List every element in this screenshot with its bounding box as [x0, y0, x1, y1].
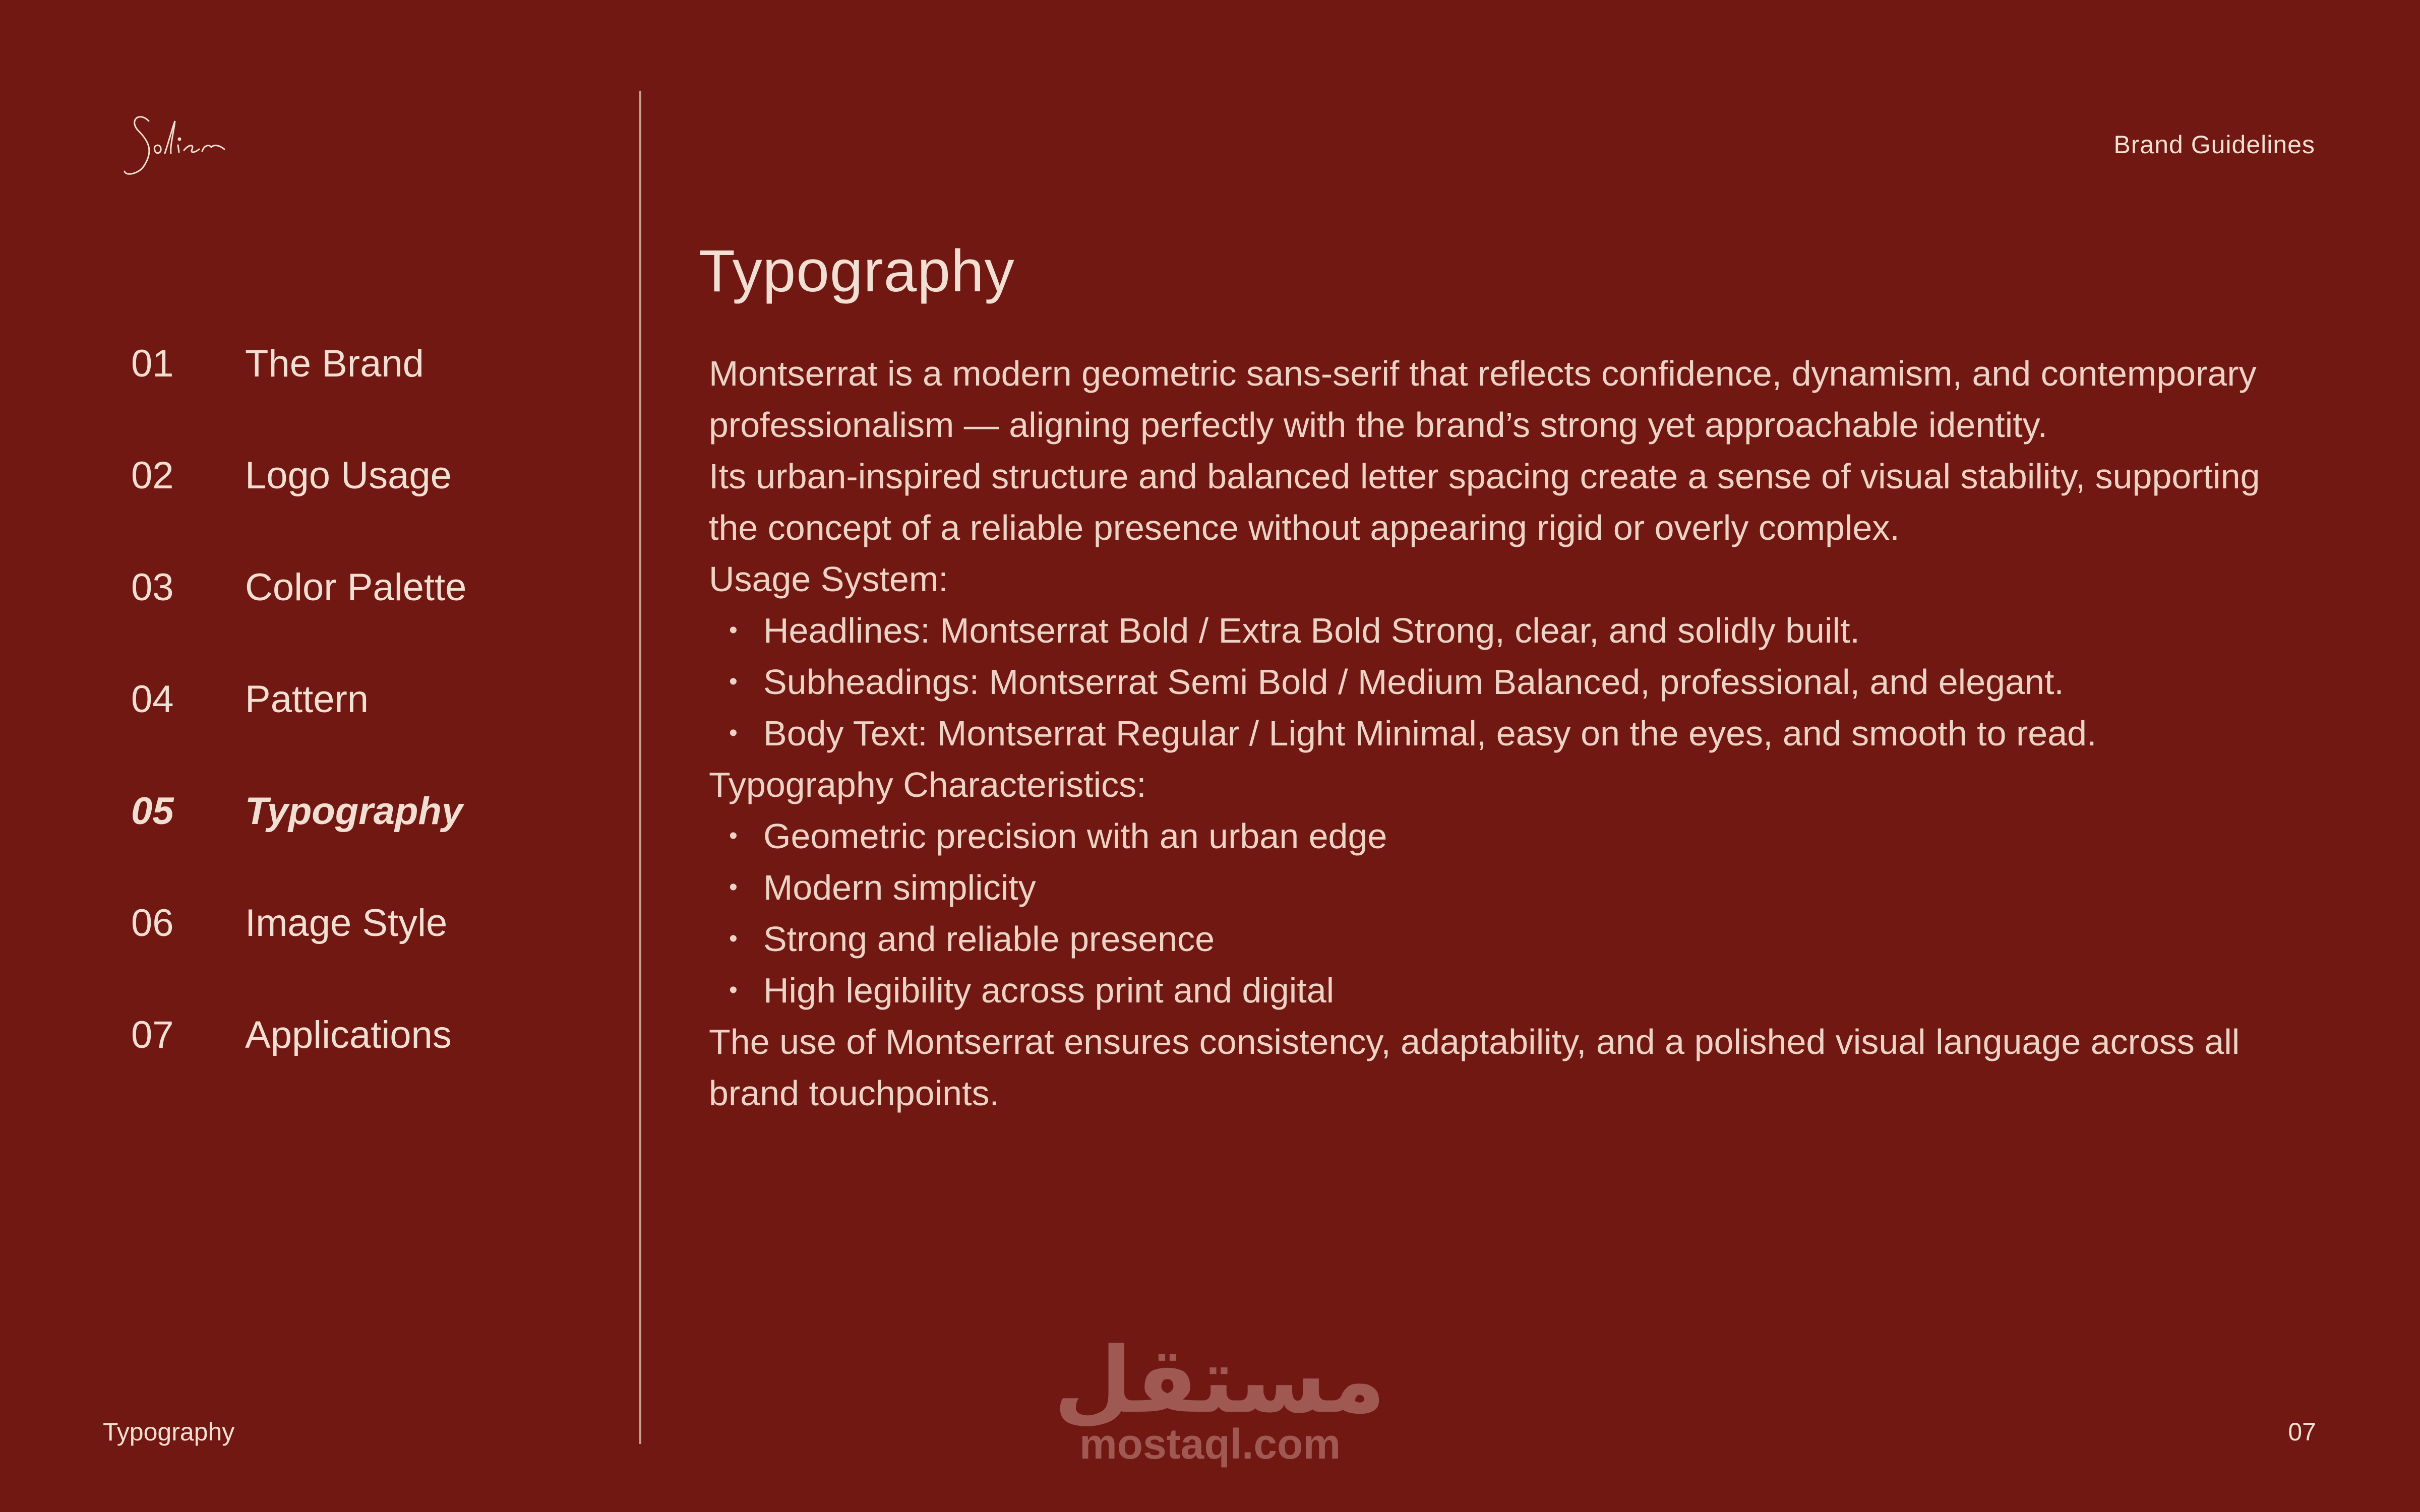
- list-item: • Body Text: Montserrat Regular / Light Minimal, easy on the eyes, and smooth to read.: [709, 708, 2262, 759]
- toc-label: The Brand: [245, 342, 424, 385]
- header-label: Brand Guidelines: [2113, 131, 2315, 159]
- bullet-icon: •: [729, 668, 738, 695]
- list-item: • Modern simplicity: [709, 862, 2262, 913]
- closing-paragraph: The use of Montserrat ensures consistency, adaptability, and a polished visual language across all brand touchpoints.: [709, 1022, 2240, 1113]
- watermark-latin: mostaql.com: [1079, 1420, 1341, 1468]
- brand-logo: [118, 101, 250, 181]
- toc-number: 06: [131, 901, 174, 944]
- bullet-icon: •: [729, 874, 738, 901]
- bullet-icon: •: [729, 977, 738, 1003]
- logo-script-signature: [118, 101, 250, 181]
- toc-label: Color Palette: [245, 565, 467, 609]
- toc-label: Pattern: [245, 677, 369, 721]
- watermark-arabic: مستقل: [1054, 1328, 1386, 1433]
- toc-number: 02: [131, 454, 174, 497]
- page-title: Typography: [699, 238, 1015, 304]
- list-item: • Geometric precision with an urban edge: [709, 810, 2262, 862]
- toc-item-applications[interactable]: [116, 979, 620, 1091]
- list-item: • High legibility across print and digital: [709, 965, 2262, 1016]
- footer-section-label: Typography: [103, 1418, 235, 1446]
- toc-number: 03: [131, 565, 174, 609]
- intro-paragraph-2: Its urban-inspired structure and balanced letter spacing create a sense of visual stability, supporting the concept of a reliable presence without appearing rigid or overly complex.: [709, 457, 2260, 547]
- toc-item-typography-active[interactable]: [116, 755, 620, 867]
- toc-item-logo-usage[interactable]: [116, 419, 620, 531]
- list-item: • Headlines: Montserrat Bold / Extra Bold Strong, clear, and solidly built.: [709, 605, 2262, 656]
- characteristics-list: [709, 810, 2262, 1016]
- list-item: • Subheadings: Montserrat Semi Bold / Medium Balanced, professional, and elegant.: [709, 656, 2262, 708]
- bullet-icon: •: [729, 617, 738, 644]
- usage-heading: Usage System:: [709, 559, 948, 599]
- toc-item-the-brand[interactable]: [116, 307, 620, 419]
- list-item: • Strong and reliable presence: [709, 913, 2262, 965]
- intro-paragraph-1: Montserrat is a modern geometric sans-serif that reflects confidence, dynamism, and contemporary professionalism — aligning perfectly with the brand’s strong yet approachable identity.: [709, 354, 2257, 445]
- vertical-divider: [639, 91, 641, 1444]
- watermark: [1054, 1328, 1386, 1468]
- toc-number: 01: [131, 342, 174, 385]
- content-body: [709, 348, 2262, 1119]
- toc-number: 04: [131, 677, 174, 721]
- toc-item-image-style[interactable]: [116, 867, 620, 979]
- toc-item-pattern[interactable]: [116, 643, 620, 755]
- toc-item-color-palette[interactable]: [116, 531, 620, 643]
- page-number: 07: [2288, 1418, 2316, 1446]
- bullet-icon: •: [729, 720, 738, 746]
- toc-label: Applications: [245, 1013, 452, 1056]
- table-of-contents: [116, 307, 620, 1091]
- toc-number: 05: [131, 789, 174, 833]
- toc-label: Typography: [245, 789, 463, 833]
- bullet-icon: •: [729, 925, 738, 952]
- bullet-icon: •: [729, 823, 738, 849]
- toc-number: 07: [131, 1013, 174, 1056]
- characteristics-heading: Typography Characteristics:: [709, 765, 1146, 804]
- toc-label: Logo Usage: [245, 454, 452, 497]
- usage-list: [709, 605, 2262, 759]
- toc-label: Image Style: [245, 901, 448, 944]
